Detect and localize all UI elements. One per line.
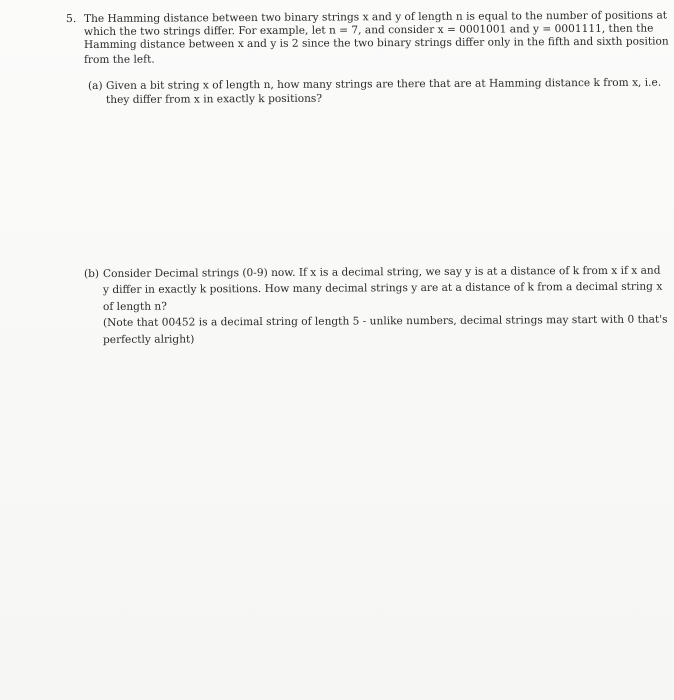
part-b-line-2: y differ in exactly k positions. How many decimal strings y are at a distance of k from a decimal string x xyxy=(102,280,663,296)
intro-line-3: Hamming distance between x and y is 2 since the two binary strings differ only in the fifth and sixth position xyxy=(83,35,669,51)
part-b-label: (b) xyxy=(83,267,100,281)
part-a-label: (a) xyxy=(87,79,103,93)
part-b-line-3: of length n? xyxy=(102,300,167,313)
problem-number: 5. xyxy=(65,11,77,26)
intro-line-1: The Hamming distance between two binary strings x and y of length n is equal to the number of positions at xyxy=(83,9,668,25)
intro-line-4: from the left. xyxy=(83,53,155,66)
part-b-line-4: (Note that 00452 is a decimal string of length 5 - unlike numbers, decimal strings may start with 0 that's xyxy=(102,313,668,329)
part-b-line-5: perfectly alright) xyxy=(102,333,195,346)
part-a-line-2: they differ from x in exactly k positions? xyxy=(105,92,323,106)
part-b-line-1: Consider Decimal strings (0-9) now. If x is a decimal string, we say y is at a distance of k from x if x and xyxy=(102,264,661,280)
part-a-line-1: Given a bit string x of length n, how many strings are there that are at Hamming distance k from x, i.e. xyxy=(105,76,662,92)
intro-line-2: which the two strings differ. For example, let n = 7, and consider x = 0001001 and y = 0001111, then the xyxy=(83,22,654,38)
